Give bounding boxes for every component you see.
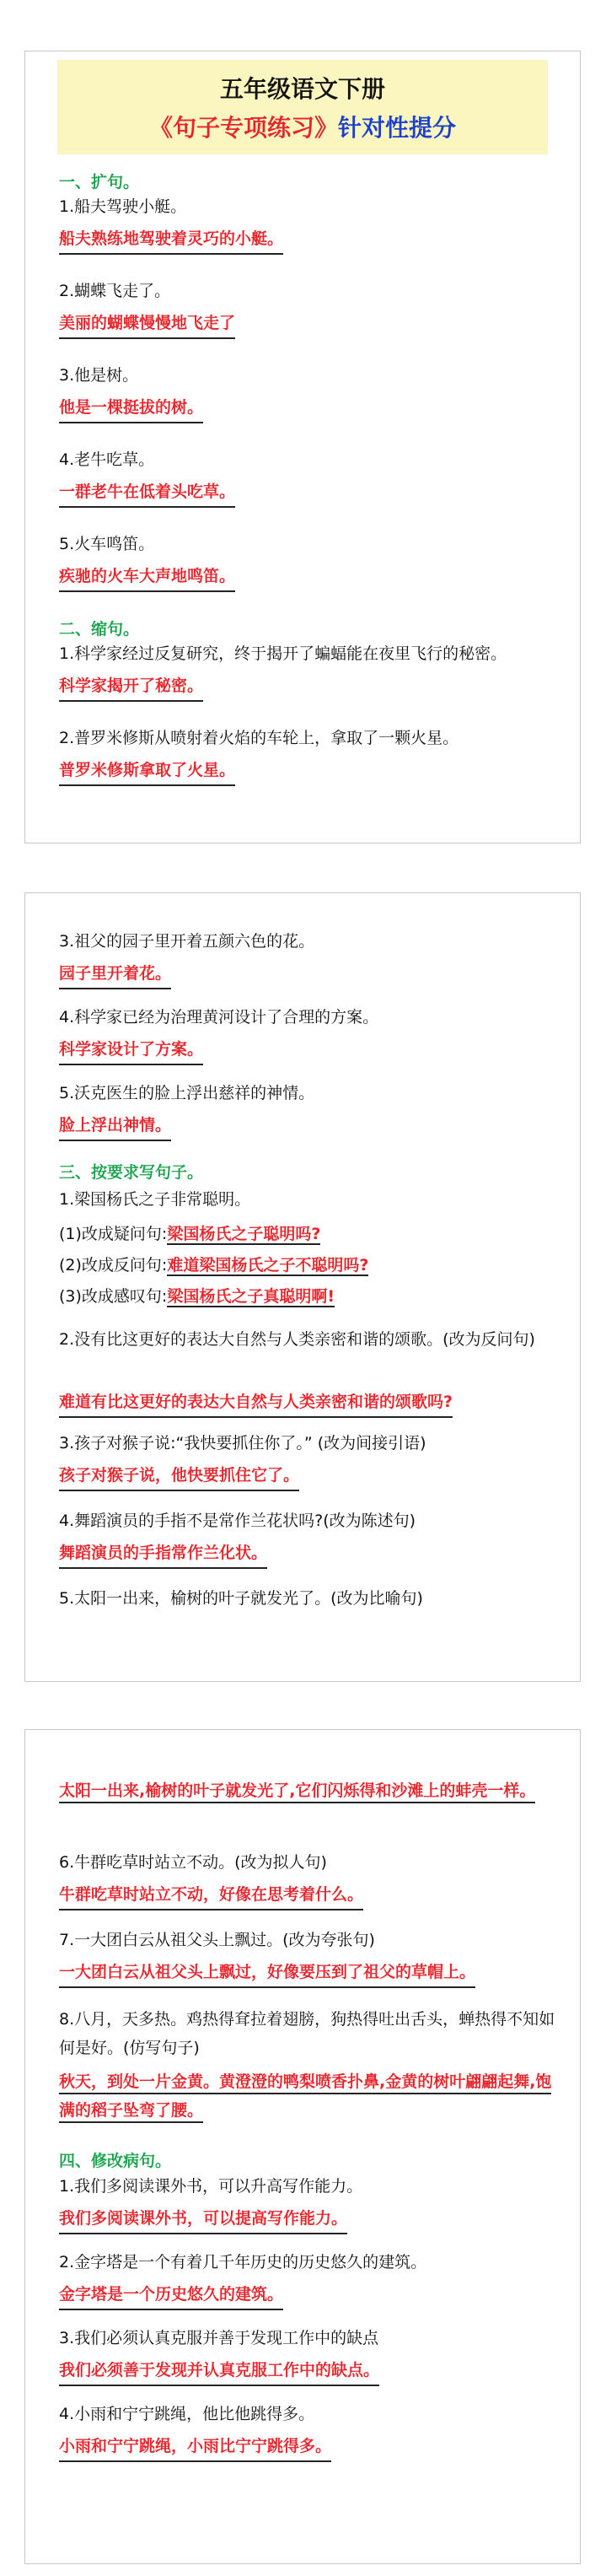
question: 4.小雨和宁宁跳绳，他比他跳得多。 — [59, 2405, 315, 2423]
question: 2.蝴蝶飞走了。 — [59, 282, 171, 300]
answer: 我们多阅读课外书，可以提高写作能力。 — [59, 2207, 347, 2234]
answer: 科学家设计了方案。 — [59, 1038, 203, 1065]
answer: 脸上浮出神情。 — [59, 1114, 171, 1141]
question: 6.牛群吃草时站立不动。(改为拟人句) — [59, 1853, 327, 1872]
answer: 美丽的蝴蝶慢慢地飞走了 — [59, 312, 235, 339]
title-banner — [57, 60, 548, 154]
answer: 梁国杨氏之子聪明吗? — [167, 1225, 321, 1243]
question: 2.金字塔是一个有着几千年历史的历史悠久的建筑。 — [59, 2253, 427, 2272]
answer: 梁国杨氏之子真聪明啊! — [167, 1287, 335, 1306]
section-heading-shorten: 二、缩句。 — [59, 620, 140, 639]
subtitle-red: 《句子专项练习》 — [148, 114, 338, 142]
page-title: 五年级语文下册 — [219, 75, 385, 103]
worksheet-card-1 — [24, 51, 581, 843]
sub-question-label: (2)改成反问句: — [59, 1256, 168, 1275]
question: 1.船夫驾驶小艇。 — [59, 197, 187, 216]
answer: 孩子对猴子说，他快要抓住它了。 — [59, 1464, 299, 1491]
worksheet-card-2 — [24, 892, 581, 1682]
question: 3.祖父的园子里开着五颜六色的花。 — [59, 932, 315, 951]
question: 4.科学家已经为治理黄河设计了合理的方案。 — [59, 1008, 379, 1027]
answer: 船夫熟练地驾驶着灵巧的小艇。 — [59, 228, 283, 255]
question: 3.孩子对猴子说:“我快要抓住你了。” (改为间接引语) — [59, 1434, 426, 1452]
question: 4.舞蹈演员的手指不是常作兰花状吗?(改为陈述句) — [59, 1512, 416, 1530]
question: 2.普罗米修斯从喷射着火焰的车轮上，拿取了一颗火星。 — [59, 729, 459, 747]
question: 3.我们必须认真克服并善于发现工作中的缺点 — [59, 2329, 379, 2347]
answer: 他是一棵挺拔的树。 — [59, 396, 203, 423]
answer: 普罗米修斯拿取了火星。 — [59, 759, 235, 786]
worksheet-card-3 — [24, 1729, 581, 2564]
question: 1.梁国杨氏之子非常聪明。 — [59, 1190, 251, 1209]
sub-question-label: (3)改成感叹句: — [59, 1287, 168, 1306]
question: 2.没有比这更好的表达大自然与人类亲密和谐的颂歌。(改为反问句) — [59, 1330, 535, 1349]
answer: 牛群吃草时站立不动，好像在思考着什么。 — [59, 1883, 363, 1910]
subtitle-blue: 针对性提分 — [338, 114, 457, 142]
answer: 太阳一出来,榆树的叶子就发光了,它们闪烁得和沙滩上的蚌壳一样。 — [59, 1776, 556, 1805]
question: 8.八月，天多热。鸡热得耷拉着翅膀，狗热得吐出舌头，蝉热得不知如何是好。(仿写句子) — [59, 2010, 555, 2057]
answer: 舞蹈演员的手指常作兰化状。 — [59, 1542, 267, 1569]
question: 5.沃克医生的脸上浮出慈祥的神情。 — [59, 1084, 315, 1102]
answer: 秋天，到处一片金黄。黄澄澄的鸭梨喷香扑鼻,金黄的树叶翩翩起舞,饱满的稻子坠弯了腰。 — [59, 2067, 556, 2125]
answer: 园子里开着花。 — [59, 962, 171, 989]
answer: 难道有比这更好的表达大自然与人类亲密和谐的颂歌吗? — [59, 1391, 453, 1418]
question: 7.一大团白云从祖父头上飘过。(改为夸张句) — [59, 1931, 375, 1949]
question: 1.我们多阅读课外书，可以升高写作能力。 — [59, 2177, 363, 2196]
question: 5.太阳一出来，榆树的叶子就发光了。(改为比喻句) — [59, 1589, 423, 1608]
answer: 科学家揭开了秘密。 — [59, 675, 203, 702]
sub-question — [59, 1223, 320, 1245]
answer: 小雨和宁宁跳绳，小雨比宁宁跳得多。 — [59, 2435, 331, 2462]
section-heading-correct: 四、修改病句。 — [59, 2152, 172, 2170]
question: 4.老牛吃草。 — [59, 450, 155, 469]
sub-question — [59, 1254, 368, 1276]
page-subtitle — [57, 113, 548, 143]
section-heading-expand: 一、扩句。 — [59, 173, 140, 191]
sub-question-label: (1)改成疑问句: — [59, 1225, 168, 1243]
sub-question — [59, 1285, 335, 1307]
question: 5.火车鸣笛。 — [59, 535, 155, 553]
question: 3.他是树。 — [59, 366, 139, 385]
question: 1.科学家经过反复研究，终于揭开了蝙蝠能在夜里飞行的秘密。 — [59, 644, 507, 663]
answer: 疾驰的火车大声地鸣笛。 — [59, 565, 235, 592]
answer: 金字塔是一个历史悠久的建筑。 — [59, 2283, 283, 2310]
answer: 我们必须善于发现并认真克服工作中的缺点。 — [59, 2359, 379, 2386]
answer: 难道梁国杨氏之子不聪明吗? — [167, 1256, 369, 1275]
answer: 一大团白云从祖父头上飘过，好像要压到了祖父的草帽上。 — [59, 1961, 475, 1988]
section-heading-rewrite: 三、按要求写句子。 — [59, 1163, 204, 1182]
answer: 一群老牛在低着头吃草。 — [59, 481, 235, 508]
